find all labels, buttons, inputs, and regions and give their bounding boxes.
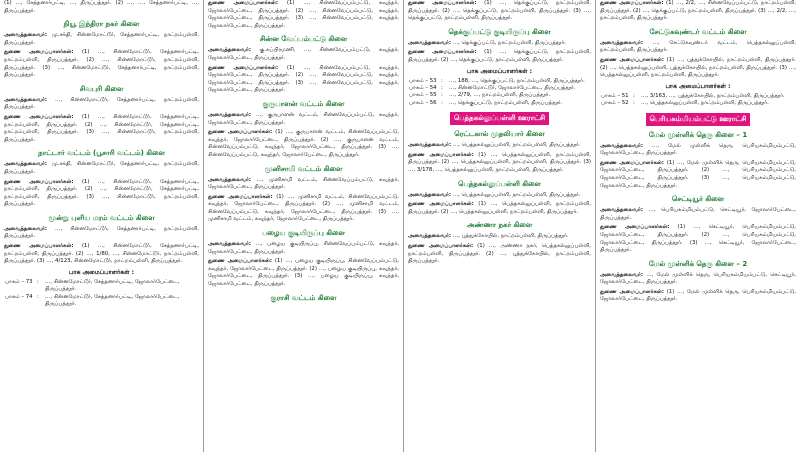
role-label: துணை அமைப்பாளர்கள்:	[600, 288, 664, 295]
section-heading: குராசி வட்டம் கிளை	[270, 293, 337, 302]
booth-number: பாகம் – 54	[409, 84, 437, 91]
section-heading: அண்ணா நகர் கிளை	[466, 221, 533, 230]
paragraph-text: …, சின்னமோட்டூர், சேத்தனார்பட்டி, நாட்றம்பள்ளி, திருப்பத்தூர்.	[4, 225, 199, 240]
role-label: அவைத்தலைவர்:	[600, 142, 643, 149]
paragraph-text: மு.சக்தி, சின்னமோட்டூர், சேத்தனார்பட்டி, நாட்றம்பள்ளி, திருப்பத்தூர்.	[4, 161, 199, 175]
paragraph-text: (1) …, சின்னவேப்பம்பட்டு, கவுந்தர், ஜோலார்பேட்டை, திருப்பத்தூர். (2) …, சின்னவேப்பம்பட்டு, கவுந்தர், ஜோலார்பேட்டை, திருப்பத்தூர். (3) …, சின்னவேப்பம்பட்டு, கவுந்தர், ஜோலார்பேட்டை, திருப்பத்தூர்.	[208, 0, 399, 29]
separator: :	[441, 92, 443, 99]
column-2	[203, 0, 403, 452]
section-heading: பெத்தகல்லுப்பள்ளி கிளை	[458, 179, 541, 188]
role-label: துணை அமைப்பாளர்கள்:	[208, 64, 279, 71]
paragraph	[208, 177, 399, 192]
section-heading: தெக்குப்பட்டு குடியிருப்பு கிளை	[448, 27, 551, 36]
paragraph-text: (1) …, சின்னமோட்டூர், சேத்தனார்பட்டி, நாட்றம்பள்ளி, திருப்பத்தூர். (2) …, சின்னமோட்டூர், சேத்தனார்பட்டி, நாட்றம்பள்ளி, திருப்பத்தூர். (3) …, சின்னமோட்டூர், நாட்றம்பள்ளி, திருப்பத்தூர்.	[4, 113, 199, 143]
paragraph	[4, 32, 199, 47]
role-label: துணை அமைப்பாளர்கள்:	[408, 0, 477, 6]
paragraph-text: (1) …, சின்னமோட்டூர், சேத்தனார்பட்டி, நாட்றம்பள்ளி, திருப்பத்தூர். (2) …, சின்னமோட்டூர், நாட்றம்பள்ளி, திருப்பத்தூர். (3) …, சின்னமோட்டூர், சேத்தனார்பட்டி, நாட்றம்பள்ளி, திருப்பத்தூர்.	[4, 49, 199, 79]
paragraph	[208, 65, 399, 95]
role-label: அவைத்தலைவர்:	[600, 39, 643, 46]
role-label: துணை அமைப்பாளர்கள்:	[408, 242, 474, 249]
paragraph-text: …, மேல் முள்ளிக் தெரு, பெரியகம்மியம்பட்டு, செட்டியூர், ஜோலார்பேட்டை, திருப்பத்தூர்.	[600, 271, 796, 286]
section-heading: ரெட்டகால் முதலியார் கிளை	[454, 130, 545, 139]
booth-table	[600, 93, 796, 108]
role-label: துணை அமைப்பாளர்கள்:	[4, 178, 74, 185]
role-label: அவைத்தலைவர்:	[208, 111, 251, 118]
paragraph	[4, 226, 199, 241]
booth-row	[4, 279, 199, 294]
paragraph-text: (1) …, தெக்குப்பட்டு, நாட்றம்பள்ளி, திருப்பத்தூர். (2) …, தெக்குப்பட்டு, நாட்றம்பள்ளி, திருப்பத்தூர். (3) …, தெக்குப்பட்டு, நாட்றம்பள்ளி, திருப்பத்தூர்.	[408, 0, 591, 22]
paragraph-text: (1) …, சேத்தனார்பட்டி, …, திருப்பத்தூர். (2) …, …, சேத்தனார்பட்டி, …, திருப்பத்தூர்.	[4, 0, 199, 14]
role-label: அவைத்தலைவர்:	[408, 39, 451, 46]
paragraph	[408, 201, 591, 216]
paragraph-text: (1) …, பெத்தகல்லுப்பள்ளி, நாட்றம்பள்ளி, திருப்பத்தூர். (2) …, பெத்தகல்லுப்பள்ளி, நாட்றம்பள்ளி, திருப்பத்தூர். (3) …, 3/178, …, பெத்தகல்லுப்பள்ளி, நாட்றம்பள்ளி, திருப்பத்தூர்.	[408, 151, 591, 173]
paragraph-text: …, சேட்டுகவுண்டர் வட்டம், பெத்தகல்லுப்பள்ளி, நாட்றம்பள்ளி, திருப்பத்தூர்.	[600, 39, 796, 54]
section-heading: சிவபுரி கிளை	[79, 84, 124, 93]
paragraph	[408, 142, 591, 150]
paragraph	[408, 40, 591, 48]
section-heading: பழைய குடியிருப்பு கிளை	[262, 229, 345, 238]
booth-person: …, சின்னமோட்டூர், சேத்தனார்பட்டி, ஜோலார்பேட்டை, திருப்பத்தூர்.	[45, 278, 180, 293]
paragraph	[208, 241, 399, 256]
role-label: அவைத்தலைவர்:	[4, 161, 47, 168]
panchayat-heading-box: பெரியகம்மியம்பட்டு ஊராட்சி	[646, 113, 751, 126]
role-label: துணை அமைப்பாளர்கள்:	[408, 201, 474, 208]
paragraph-text: கு.சுப்பிரமணி, …, சின்னவேப்பம்பட்டு, கவுந்தர், ஜோலார்பேட்டை, திருப்பத்தூர்.	[208, 47, 399, 61]
section-heading: மேல் முள்ளிக் தெரு கிளை – 2	[648, 259, 748, 268]
role-label: துணை அமைப்பாளர்கள்:	[600, 224, 670, 231]
role-label: அவைத்தலைவர்:	[408, 191, 451, 198]
separator: :	[37, 278, 39, 285]
section-heading: மேல் முள்ளிக் தெரு கிளை – 1	[648, 130, 748, 139]
separator: :	[441, 99, 443, 106]
booth-person: …, 2/79, …, நாட்றம்பள்ளி, திருப்பத்தூர்.	[449, 92, 551, 99]
paragraph-text: (1) …, தெக்குப்பட்டு, நாட்றம்பள்ளி, திருப்பத்தூர். (2) …, தெக்குப்பட்டு, நாட்றம்பள்ளி, திருப்பத்தூர்.	[408, 49, 591, 63]
paragraph-text: …, பழைய குடியிருப்பு, சின்னவேப்பம்பட்டு, கவுந்தர், ஜோலார்பேட்டை, திருப்பத்தூர்.	[208, 241, 399, 255]
role-label: துணை அமைப்பாளர்கள்:	[4, 243, 74, 250]
paragraph	[4, 114, 199, 144]
booth-row	[600, 100, 796, 107]
subheading: பாக அமைப்பாளர்கள் :	[466, 67, 533, 75]
section-heading: சேட்டுகவுண்டர் வட்டம் கிளை	[649, 27, 747, 36]
role-label: அவைத்தலைவர்:	[4, 32, 47, 39]
role-label: துணை அமைப்பாளர்கள்:	[600, 159, 664, 166]
paragraph	[408, 243, 591, 266]
paragraph-text: (1) …, முனிசாமி வட்டம், சின்னவேப்பம்பட்டு, கவுந்தர், ஜோலார்பேட்டை, திருப்பத்தூர். (2) …, முனிசாமி வட்டம், சின்னவேப்பம்பட்டு, கவுந்தர், ஜோலார்பேட்டை, திருப்பத்தூர். (3) …, முனிசாமி வட்டம், கவுந்தர், ஜோலார்பேட்டை, திருப்பத்தூர்.	[208, 193, 400, 223]
paragraph	[600, 289, 796, 304]
paragraph	[600, 272, 796, 287]
section-heading: முனிசாமி வட்டம் கிளை	[264, 164, 343, 173]
role-label: அவைத்தலைவர்:	[600, 271, 643, 278]
paragraph	[408, 152, 591, 175]
paragraph	[208, 0, 399, 30]
role-label: துணை அமைப்பாளர்கள்:	[208, 0, 279, 6]
paragraph	[600, 160, 796, 190]
paragraph-text: …, புத்துக்கோயில், நாட்றம்பள்ளி, திருப்பத்தூர்.	[452, 233, 569, 240]
paragraph-text: (1) …, 2/2, …, சின்னவேப்பம்பட்டு, நாட்றம்பள்ளி, திருப்பத்தூர். (2) …, தெக்குப்பட்டு, நாட்றம்பள்ளி, திருப்பத்தூர். (3) …, 2/2, …, நாட்றம்பள்ளி, திருப்பத்தூர்.	[600, 0, 796, 22]
booth-table	[4, 279, 199, 309]
section-heading: சின்ன வேப்பம்பட்டு கிளை	[259, 35, 348, 44]
paragraph	[600, 224, 796, 254]
paragraph-text: (1) …, சின்னமோட்டூர், சேத்தனார்பட்டி, நாட்றம்பள்ளி, திருப்பத்தூர். (2) …, 1/80, …, சின்னமோட்டூர், நாட்றம்பள்ளி, திருப்பத்தூர். (3) …, 4/123, சின்னமோட்டூர், நாட்றம்பள்ளி, திருப்பத்தூர்.	[4, 243, 199, 265]
column-4	[595, 0, 800, 452]
role-label: அவைத்தலைவர்:	[408, 142, 451, 149]
role-label: அவைத்தலைவர்:	[4, 225, 47, 232]
role-label: துணை அமைப்பாளர்கள்:	[408, 151, 474, 158]
paragraph	[408, 233, 591, 241]
booth-row	[408, 100, 591, 107]
paragraph	[408, 192, 591, 200]
paragraph	[4, 0, 199, 15]
paragraph	[208, 47, 399, 62]
role-label: துணை அமைப்பாளர்கள்:	[208, 258, 273, 265]
booth-number: பாகம் – 74	[5, 293, 33, 300]
paragraph-text: (1) …, மேல் முள்ளிக் தெரு, பெரியகம்மியம்பட்டு, ஜோலார்பேட்டை, திருப்பத்தூர். (2) …, பெரியகம்மியம்பட்டு, ஜோலார்பேட்டை, திருப்பத்தூர். (3) …, பெரியகம்மியம்பட்டு, ஜோலார்பேட்டை, திருப்பத்தூர்.	[600, 159, 796, 189]
paragraph-text: …, தெக்குப்பட்டு, நாட்றம்பள்ளி, திருப்பத்தூர்.	[452, 39, 566, 46]
booth-number: பாகம் – 53	[409, 77, 437, 84]
paragraph	[4, 179, 199, 209]
column-1	[0, 0, 203, 452]
role-label: அவைத்தலைவர்:	[600, 207, 643, 214]
role-label: துணை அமைப்பாளர்கள்:	[408, 49, 477, 56]
paragraph	[4, 97, 199, 112]
booth-row	[408, 78, 591, 85]
paragraph	[4, 161, 199, 176]
paragraph-text: …, பெத்தகல்லுப்பள்ளி, நாட்றம்பள்ளி, திருப்பத்தூர்.	[452, 191, 581, 198]
paragraph	[408, 49, 591, 64]
paragraph-text: (1) …, சின்னவேப்பம்பட்டு, கவுந்தர், ஜோலார்பேட்டை, திருப்பத்தூர். (2) …, சின்னவேப்பம்பட்டு, கவுந்தர், ஜோலார்பேட்டை, திருப்பத்தூர். (3) …, சின்னவேப்பம்பட்டு, கவுந்தர், ஜோலார்பேட்டை, திருப்பத்தூர்.	[208, 64, 399, 94]
role-label: துணை அமைப்பாளர்கள்:	[600, 56, 664, 63]
booth-person: …, 188, …, தெக்குப்பட்டு, நாட்றம்பள்ளி, திருப்பத்தூர்.	[449, 77, 585, 84]
role-label: அவைத்தலைவர்:	[208, 241, 251, 248]
booth-row	[600, 93, 796, 100]
paragraph	[600, 207, 796, 222]
separator: :	[441, 84, 443, 91]
paragraph-text: …, பெத்தகல்லுப்பள்ளி, நாட்றம்பள்ளி, திருப்பத்தூர்.	[452, 142, 581, 149]
booth-person: …, சின்னமோட்டூர், சேத்தனார்பட்டி, ஜோலார்பேட்டை, திருப்பத்தூர்.	[45, 293, 180, 308]
paragraph-text: …, குருபாளன் வட்டம், சின்னவேப்பம்பட்டு, கவுந்தர், ஜோலார்பேட்டை, திருப்பத்தூர்.	[208, 111, 399, 126]
section-heading: நியூ இந்திரா நகர் கிளை	[63, 20, 140, 29]
paragraph-text: (1) …, பழைய குடியிருப்பு, சின்னவேப்பம்பட்டு, கவுந்தர், ஜோலார்பேட்டை, திருப்பத்தூர். (2) …, பழைய குடியிருப்பு, கவுந்தர், ஜோலார்பேட்டை, திருப்பத்தூர். (3) …, பழைய குடியிருப்பு, கவுந்தர், ஜோலார்பேட்டை, திருப்பத்தூர்.	[208, 258, 399, 288]
booth-row	[408, 92, 591, 99]
paragraph-text: (1) …, புத்துக்கோயில், நாட்றம்பள்ளி, திருப்பத்தூர். (2) …, பெத்தகல்லுப்பள்ளி, புத்துக்கோயில், நாட்றம்பள்ளி, திருப்பத்தூர். (3) …, பெத்தகல்லுப்பள்ளி, நாட்றம்பள்ளி, திருப்பத்தூர்.	[600, 56, 796, 79]
paragraph	[600, 0, 796, 23]
role-label: அவைத்தலைவர்:	[408, 233, 451, 240]
booth-person: …, சின்னமோட்டூர், ஜோலார்பேட்டை, திருப்பத்தூர்.	[449, 84, 576, 91]
section-heading: செட்டியூர் கிளை	[671, 195, 725, 204]
paragraph	[4, 243, 199, 266]
paragraph	[4, 49, 199, 79]
booth-row	[408, 85, 591, 92]
paragraph-text: …, பெரியகம்மியம்பட்டு, செட்டியூர், ஜோலார்பேட்டை, திருப்பத்தூர்.	[600, 207, 797, 221]
paragraph-text: (1) …, குருபாளன் வட்டம், சின்னவேப்பம்பட்டு, கவுந்தர், ஜோலார்பேட்டை, திருப்பத்தூர். (2) …, குருபாளன் வட்டம், சின்னவேப்பம்பட்டு, கவுந்தர், ஜோலார்பேட்டை, திருப்பத்தூர். (3) …, சின்னவேப்பம்பட்டு, கவுந்தர், ஜோலார்பேட்டை, திருப்பத்தூர்.	[208, 129, 399, 158]
booth-number: பாகம் – 55	[409, 92, 437, 99]
booth-person: …, 3/163, …, புத்துக்கோயில், நாட்றம்பள்ளி, திருப்பத்தூர்.	[641, 92, 785, 99]
separator: :	[37, 293, 39, 300]
section-heading: நாட்டார் வட்டம் (பூசாரி வட்டம்) கிளை	[38, 149, 165, 158]
role-label: அவைத்தலைவர்:	[208, 176, 251, 183]
role-label: துணை அமைப்பாளர்கள்:	[4, 49, 74, 56]
role-label: துணை அமைப்பாளர்கள்:	[208, 129, 273, 136]
role-label: துணை அமைப்பாளர்கள்:	[208, 193, 273, 200]
role-label: அவைத்தலைவர்:	[208, 47, 251, 54]
paragraph	[208, 129, 399, 159]
role-label: துணை அமைப்பாளர்கள்:	[4, 113, 74, 120]
paragraph-text: (1) …, சின்னமோட்டூர், சேத்தனார்பட்டி, நாட்றம்பள்ளி, திருப்பத்தூர். (2) …, சின்னமோட்டூர், சேத்தனார்பட்டி, நாட்றம்பள்ளி, திருப்பத்தூர். (3) …, சின்னமோட்டூர், நாட்றம்பள்ளி, திருப்பத்தூர்.	[4, 178, 199, 208]
role-label: அவைத்தலைவர்:	[4, 96, 47, 103]
separator: :	[633, 92, 635, 99]
paragraph	[208, 258, 399, 288]
section-heading: மூன்று புளிய மரம் வட்டம் கிளை	[48, 213, 155, 222]
booth-number: பாகம் – 51	[601, 92, 629, 99]
separator: :	[441, 77, 443, 84]
paragraph-text: …, முனிசாமி வட்டம், சின்னவேப்பம்பட்டு, கவுந்தர், ஜோலார்பேட்டை, திருப்பத்தூர்.	[208, 176, 399, 191]
paragraph	[408, 0, 591, 23]
section-heading: குருபாளன் வட்டம் கிளை	[262, 99, 345, 108]
panchayat-heading-box: பெத்தகல்லுப்பள்ளி ஊராட்சி	[450, 112, 549, 125]
paragraph-text: (1) …, பெத்தகல்லுப்பள்ளி, நாட்றம்பள்ளி, திருப்பத்தூர். (2) …, பெத்தகல்லுப்பள்ளி, நாட்றம்பள்ளி, திருப்பத்தூர்.	[408, 201, 591, 215]
booth-number: பாகம் – 52	[601, 100, 629, 107]
column-3	[403, 0, 595, 452]
paragraph	[208, 112, 399, 127]
booth-row	[4, 294, 199, 309]
paragraph-text: (1) …, செட்டியூர், பெரியகம்மியம்பட்டு, ஜோலார்பேட்டை, திருப்பத்தூர். (2) …, பெரியகம்மியம்பட்டு, ஜோலார்பேட்டை, திருப்பத்தூர். (3) …, செட்டியூர், ஜோலார்பேட்டை, திருப்பத்தூர்.	[600, 224, 797, 254]
role-label: துணை அமைப்பாளர்கள்:	[600, 0, 664, 6]
booth-number: பாகம் – 56	[409, 99, 437, 106]
subheading: பாக அமைப்பாளர்கள் :	[68, 268, 135, 276]
booth-table	[408, 78, 591, 108]
paragraph-text: (1) …, அண்ணா நகர், பெத்தகல்லுப்பள்ளி, நாட்றம்பள்ளி, திருப்பத்தூர். (2) …, புத்துக்கோயில், நாட்றம்பள்ளி, திருப்பத்தூர்.	[408, 242, 591, 265]
paragraph	[208, 194, 399, 224]
booth-person: …, தெக்குப்பட்டு, நாட்றம்பள்ளி, திருப்பத்தூர்.	[449, 99, 563, 106]
paragraph-text: மு.சக்தி, சின்னமோட்டூர், சேத்தனார்பட்டி, நாட்றம்பள்ளி, திருப்பத்தூர்.	[4, 32, 199, 46]
paragraph-text: …, மேல் முள்ளிக் தெரு, பெரியகம்மியம்பட்டு, ஜோலார்பேட்டை, திருப்பத்தூர்.	[600, 142, 797, 157]
paragraph	[600, 57, 796, 80]
paragraph	[600, 40, 796, 55]
subheading: பாக அமைப்பாளர்கள் :	[665, 82, 731, 90]
booth-number: பாகம் – 73	[5, 278, 33, 285]
booth-person: …, பெத்தகல்லுப்பள்ளி, நாட்றம்பள்ளி, திருப்பத்தூர்.	[641, 100, 769, 107]
paragraph-text: …, சின்னமோட்டூர், சேத்தனார்பட்டி, நாட்றம்பள்ளி, திருப்பத்தூர்.	[4, 96, 199, 111]
paragraph-text: (1) …, மேல் முள்ளிக் தெரு, பெரியகம்மியம்பட்டு, ஜோலார்பேட்டை, திருப்பத்தூர்.	[600, 288, 796, 303]
paragraph	[600, 143, 796, 158]
separator: :	[633, 100, 635, 107]
